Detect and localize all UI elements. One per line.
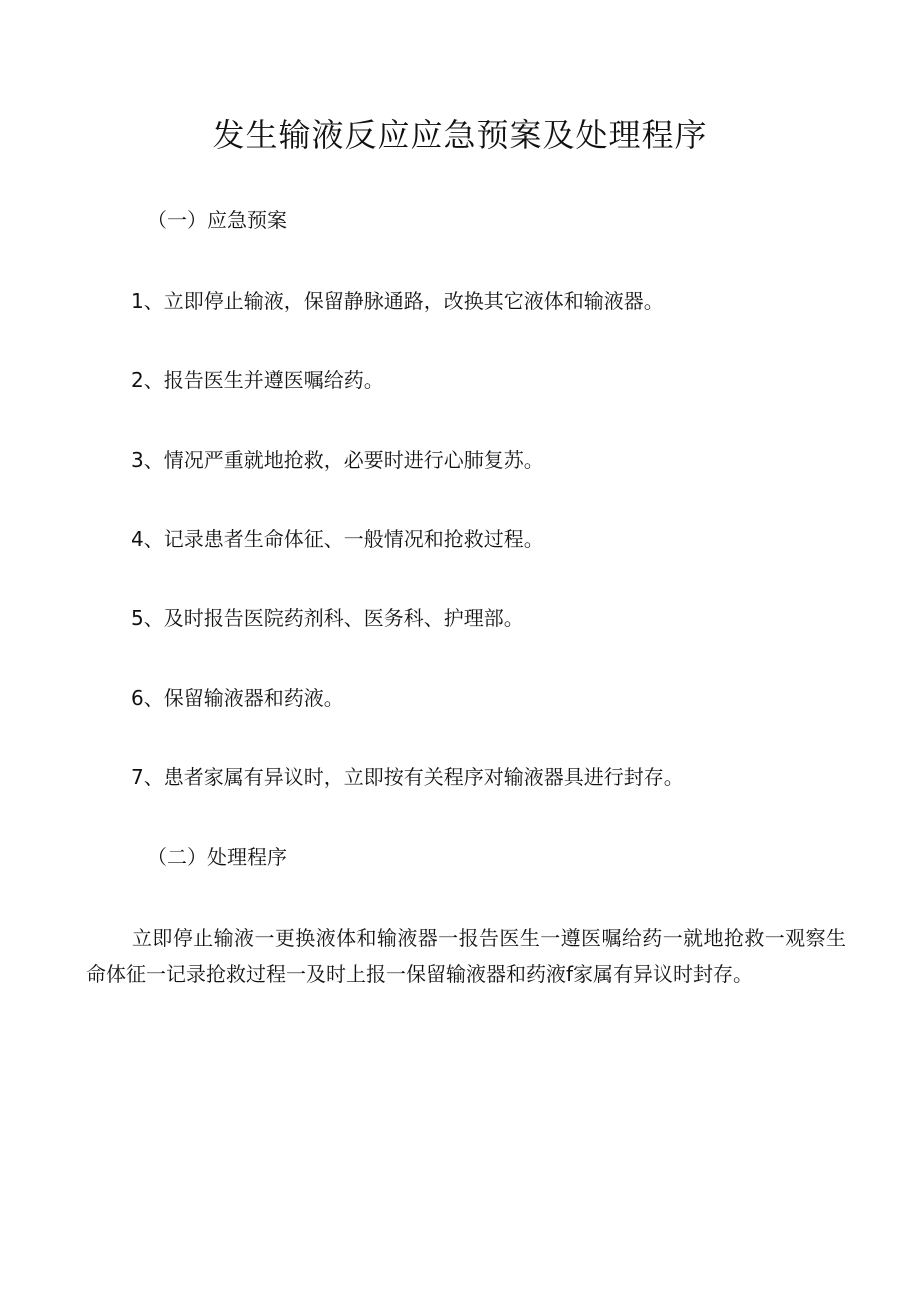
section-heading-procedure: （二）处理程序 <box>147 845 287 869</box>
plan-item-1: 1、立即停止输液，保留静脉通路，改换其它液体和输液器。 <box>131 289 664 313</box>
plan-item-5: 5、及时报告医院药剂科、医务科、护理部。 <box>131 606 524 630</box>
plan-item-3: 3、情况严重就地抢救，必要时进行心肺复苏。 <box>131 448 544 472</box>
plan-item-7: 7、患者家属有异议时，立即按有关程序对输液器具进行封存。 <box>131 765 684 789</box>
plan-item-4: 4、记录患者生命体征、一般情况和抢救过程。 <box>131 527 544 551</box>
document-title: 发生输液反应应急预案及处理程序 <box>212 116 708 154</box>
plan-item-2: 2、报告医生并遵医嘱给药。 <box>131 368 384 392</box>
procedure-paragraph: 立即停止输液一更换液体和输液器一报告医生一遵医嘱给药一就地抢救一观察生命体征一记录抢救过程一及时上报一保留输液器和药液f家属有异议时封存。 <box>86 926 846 986</box>
section-heading-emergency-plan: （一）应急预案 <box>147 208 287 232</box>
plan-item-6: 6、保留输液器和药液。 <box>131 686 344 710</box>
